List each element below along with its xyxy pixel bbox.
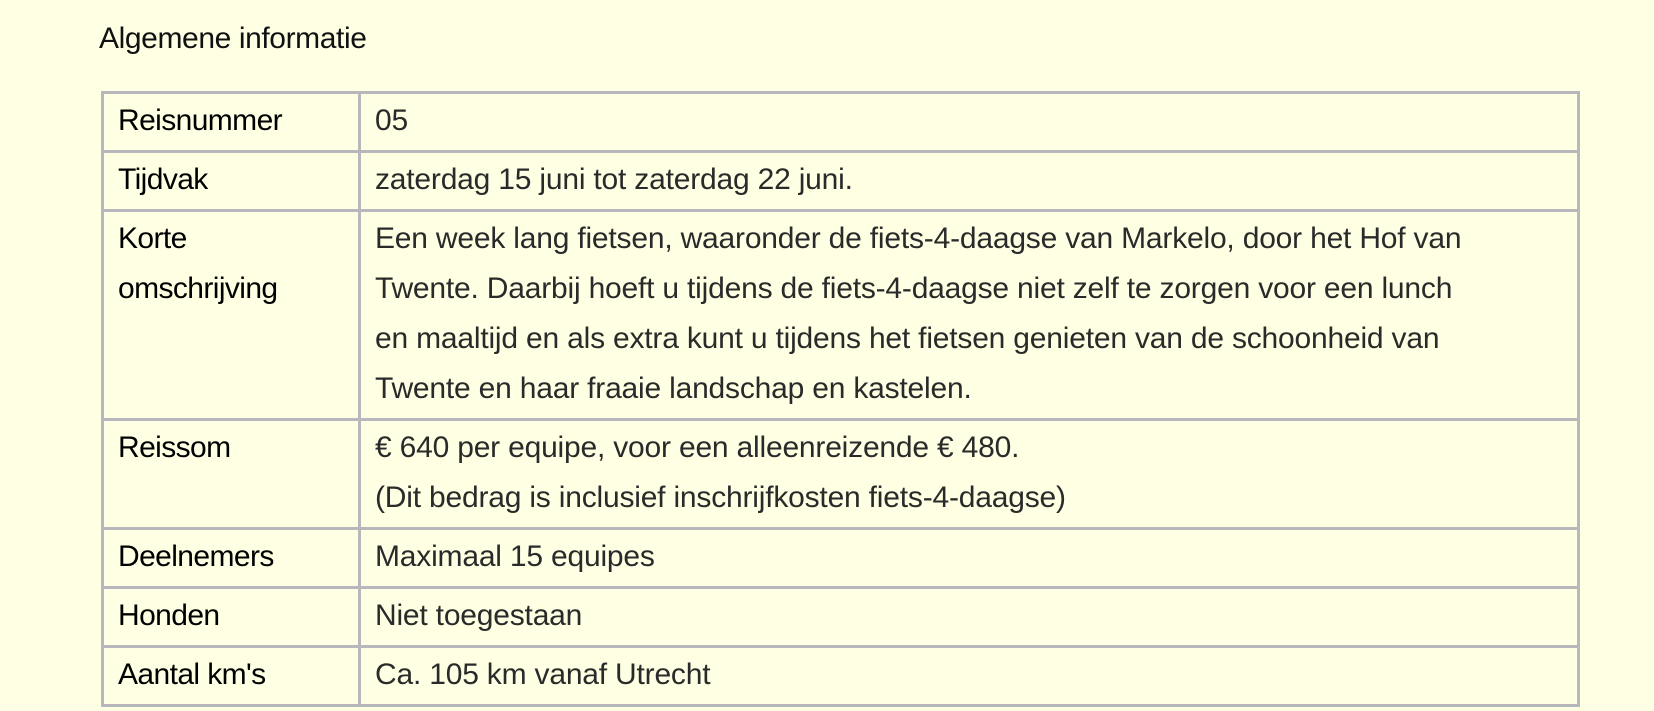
value-reisnummer (360, 93, 1579, 152)
value-line: Ca. 105 km vanaf Utrecht (375, 658, 711, 691)
label-honden (103, 588, 360, 647)
row-deelnemers (103, 529, 1579, 588)
label-reissom (103, 420, 360, 529)
value-line: € 640 per equipe, voor een alleenreizende € 480. (375, 431, 1020, 464)
label-line: Honden (118, 599, 220, 632)
info-table (101, 91, 1580, 707)
value-line: Een week lang fietsen, waaronder de fiets-4-daagse van Markelo, door het Hof van (375, 222, 1462, 255)
label-line: Tijdvak (118, 163, 208, 196)
label-reisnummer (103, 93, 360, 152)
value-line: Maximaal 15 equipes (375, 540, 655, 573)
label-line: Aantal km's (118, 658, 266, 691)
label-line: omschrijving (118, 272, 278, 305)
value-korte-omschrijving (360, 211, 1579, 420)
label-aantal-km (103, 647, 360, 706)
value-line: Twente en haar fraaie landschap en kastelen. (375, 372, 972, 405)
row-korte-omschrijving (103, 211, 1579, 420)
label-line: Reissom (118, 431, 231, 464)
label-deelnemers (103, 529, 360, 588)
row-aantal-km (103, 647, 1579, 706)
row-tijdvak (103, 152, 1579, 211)
value-line: Niet toegestaan (375, 599, 583, 632)
value-line: (Dit bedrag is inclusief inschrijfkosten fiets-4-daagse) (375, 481, 1066, 514)
value-honden (360, 588, 1579, 647)
value-line: en maaltijd en als extra kunt u tijdens het fietsen genieten van de schoonheid van (375, 322, 1440, 355)
value-deelnemers (360, 529, 1579, 588)
label-line: Korte (118, 222, 187, 255)
row-reisnummer (103, 93, 1579, 152)
section-title: Algemene informatie (99, 22, 367, 55)
label-korte-omschrijving (103, 211, 360, 420)
value-line: zaterdag 15 juni tot zaterdag 22 juni. (375, 163, 853, 196)
value-line: Twente. Daarbij hoeft u tijdens de fiets-4-daagse niet zelf te zorgen voor een lunch (375, 272, 1453, 305)
value-line: 05 (375, 104, 408, 137)
label-line: Deelnemers (118, 540, 274, 573)
row-reissom (103, 420, 1579, 529)
value-tijdvak (360, 152, 1579, 211)
label-line: Reisnummer (118, 104, 283, 137)
value-reissom (360, 420, 1579, 529)
label-tijdvak (103, 152, 360, 211)
row-honden (103, 588, 1579, 647)
value-aantal-km (360, 647, 1579, 706)
